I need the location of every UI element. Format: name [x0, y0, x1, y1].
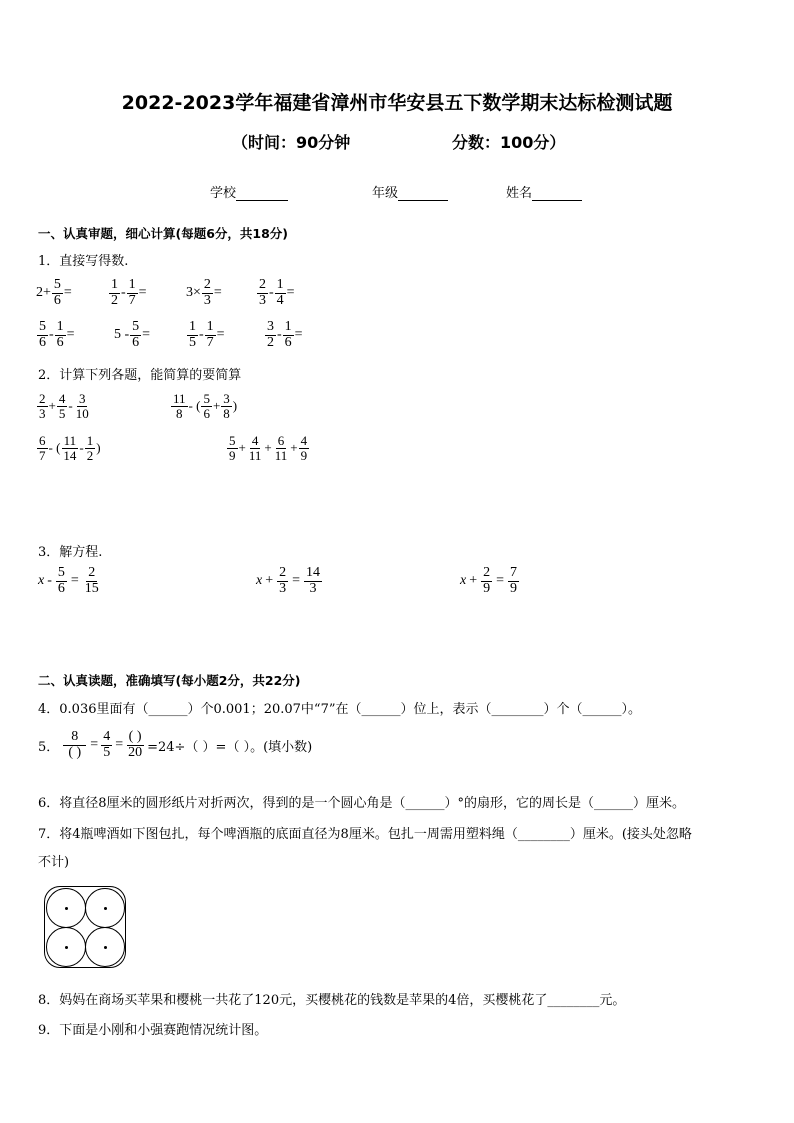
question-7-line-1: 7．将4瓶啤酒如下图包扎，每个啤酒瓶的底面直径为8厘米。包扎一周需用塑料绳（________）厘米。(接头处忽略	[38, 827, 692, 842]
name-field	[506, 182, 582, 201]
q3-equation-2: x + $\frac{2}{3}$ = $\frac{14}{3}$	[256, 565, 321, 596]
exam-time: （时间：90分钟	[232, 133, 351, 152]
grade-label: 年级	[372, 186, 399, 201]
page-title: 2022-2023学年福建省漳州市华安县五下数学期末达标检测试题	[121, 92, 673, 114]
q1-item-3: 3× $\frac{2}{3}$ =	[186, 277, 222, 308]
grade-field	[372, 182, 448, 201]
exam-score: 分数：100分）	[452, 133, 566, 152]
question-2: 2．计算下列各题，能简算的要简算	[38, 368, 242, 383]
q2-item-d: $\frac{5}{9}$ + $\frac{4}{11}$ + $\frac{6}{11}$ + $\frac{4}{9}$	[229, 433, 308, 463]
q1-item-8: $\frac{3}{2}$ - $\frac{1}{6}$ =	[267, 319, 303, 350]
bottle-circle	[46, 888, 86, 928]
q1-item-2: $\frac{1}{2}$ - $\frac{1}{7}$ =	[111, 277, 147, 308]
q1-item-7: $\frac{1}{5}$ - $\frac{1}{7}$ =	[189, 319, 225, 350]
q3-equation-3: x + $\frac{2}{9}$ = $\frac{7}{9}$	[460, 565, 518, 596]
q1-item-1: 2+ $\frac{5}{6}$ =	[36, 277, 72, 308]
question-9: 9．下面是小刚和小强赛跑情况统计图。	[38, 1023, 268, 1038]
question-5: 5． $\frac{8}{( )}$ = $\frac{4}{5}$ = $\frac{( )}{20}$ =24÷（ ）=（ ）。(填小数)	[38, 729, 313, 760]
question-4: 4．0.036里面有（______）个0.001；20.07中“7”在（______）位上，表示（________）个（______）。	[38, 702, 641, 717]
q1-item-6: 5 - $\frac{5}{6}$ =	[114, 319, 151, 350]
bottle-circle	[46, 927, 86, 967]
q1-item-4: $\frac{2}{3}$ - $\frac{1}{4}$ =	[259, 277, 295, 308]
q3-equation-1: x - $\frac{5}{6}$ = $\frac{2}{15}$	[38, 565, 99, 596]
school-label: 学校	[210, 186, 237, 201]
section-1-heading: 一、认真审题，细心计算(每题6分，共18分)	[38, 226, 289, 241]
section-2-heading: 二、认真读题，准确填写(每小题2分，共22分)	[38, 673, 301, 688]
question-8: 8．妈妈在商场买苹果和樱桃一共花了120元，买樱桃花的钱数是苹果的4倍，买樱桃花了________元。	[38, 993, 626, 1008]
bottle-bundle-figure	[44, 886, 128, 970]
question-3: 3．解方程.	[38, 545, 103, 560]
school-field	[210, 182, 288, 201]
q1-item-5: $\frac{5}{6}$ - $\frac{1}{6}$ =	[39, 319, 75, 350]
question-7-line-2: 不计)	[38, 855, 70, 870]
question-6: 6．将直径8厘米的圆形纸片对折两次，得到的是一个圆心角是（______）°的扇形，它的周长是（______）厘米。	[38, 796, 686, 811]
q2-item-b: $\frac{11}{8}$ - ( $\frac{5}{6}$ + $\frac{3}{8}$ )	[173, 391, 238, 421]
q2-item-c: $\frac{6}{7}$ - ( $\frac{11}{14}$ - $\frac{1}{2}$ )	[39, 433, 101, 463]
name-label: 姓名	[506, 186, 533, 201]
q2-item-a: $\frac{2}{3}$ + $\frac{4}{5}$ - $\frac{3}{10}$	[39, 391, 89, 421]
bottle-circle	[85, 888, 125, 928]
bottle-circle	[85, 927, 125, 967]
question-1: 1．直接写得数.	[38, 254, 129, 269]
